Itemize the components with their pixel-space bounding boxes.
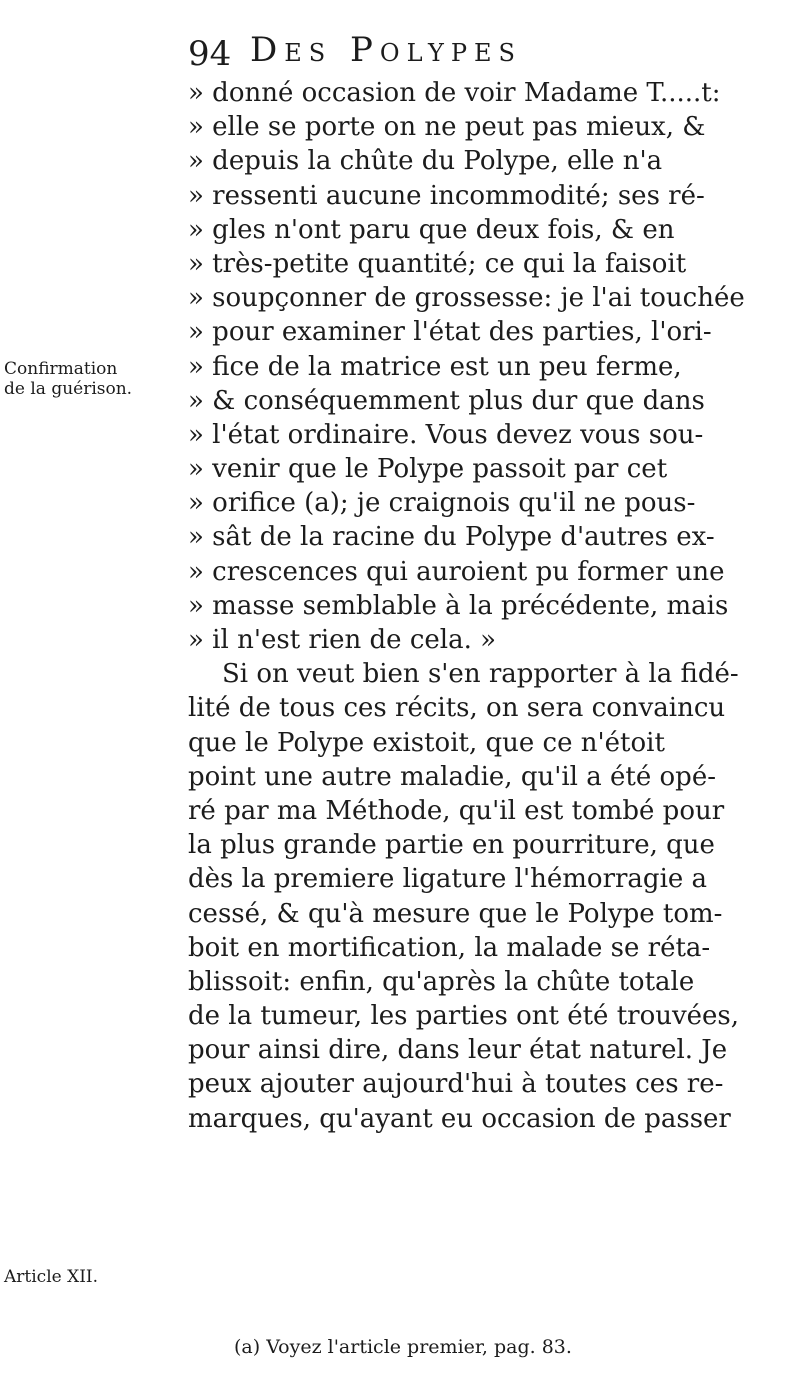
margin-note-article — [4, 1267, 184, 1287]
text-line: » soupçonner de grossesse: je l'ai touchée — [188, 283, 745, 314]
text-line: que le Polype existoit, que ce n'étoit — [188, 727, 665, 758]
text-line: » venir que le Polype passoit par cet — [188, 454, 668, 485]
text-line: pour ainsi dire, dans leur état naturel. Je — [188, 1035, 728, 1066]
text-line: » crescences qui auroient pu former une — [188, 556, 725, 587]
text-line: boit en mortification, la malade se réta- — [188, 932, 711, 963]
margin-note-confirmation — [4, 359, 184, 399]
text-line: ré par ma Méthode, qu'il est tombé pour — [188, 795, 725, 826]
margin-note-line: de la guérison. — [4, 379, 133, 399]
margin-note-line: Confirmation — [4, 359, 118, 379]
text-line: point une autre maladie, qu'il a été opé- — [188, 761, 716, 792]
text-line: » elle se porte on ne peut pas mieux, & — [188, 112, 706, 143]
text-line: » & conséquemment plus dur que dans — [188, 385, 705, 416]
text-line: » orifice (a); je craignois qu'il ne pous- — [188, 488, 696, 519]
text-line: » il n'est rien de cela. » — [188, 625, 497, 655]
text-line: de la tumeur, les parties ont été trouvées, — [188, 1001, 740, 1032]
text-line: Si on veut bien s'en rapporter à la fidé- — [222, 659, 739, 690]
text-line: » depuis la chûte du Polype, elle n'a — [188, 146, 663, 177]
text-line: blissoit: enfin, qu'après la chûte totale — [188, 966, 695, 997]
text-line: peux ajouter aujourd'hui à toutes ces re- — [188, 1069, 724, 1100]
text-line: cessé, & qu'à mesure que le Polype tom- — [188, 898, 723, 929]
text-line: » masse semblable à la précédente, mais — [188, 590, 729, 621]
text-line: lité de tous ces récits, on sera convaincu — [188, 693, 726, 724]
text-line: » l'état ordinaire. Vous devez vous sou- — [188, 419, 704, 450]
text-line: marques, qu'ayant eu occasion de passer — [188, 1103, 731, 1134]
text-line: » gles n'ont paru que deux fois, & en — [188, 214, 675, 245]
body-text — [188, 76, 798, 1136]
page-number: 94 — [188, 34, 232, 74]
footnote: (a) Voyez l'article premier, pag. 83. — [234, 1336, 572, 1358]
running-title: Des Polypes — [250, 30, 522, 70]
text-line: » sât de la racine du Polype d'autres ex- — [188, 522, 715, 553]
page-header — [188, 30, 788, 74]
text-line: » donné occasion de voir Madame T.....t: — [188, 78, 721, 108]
text-line: la plus grande partie en pourriture, que — [188, 830, 715, 861]
text-line: dès la premiere ligature l'hémorragie a — [188, 864, 708, 895]
margin-note-line: Article XII. — [4, 1267, 99, 1287]
text-line: » fice de la matrice est un peu ferme, — [188, 351, 682, 382]
text-line: » très-petite quantité; ce qui la faisoit — [188, 248, 687, 279]
text-line: » ressenti aucune incommodité; ses ré- — [188, 180, 705, 211]
text-line: » pour examiner l'état des parties, l'ori- — [188, 317, 712, 348]
